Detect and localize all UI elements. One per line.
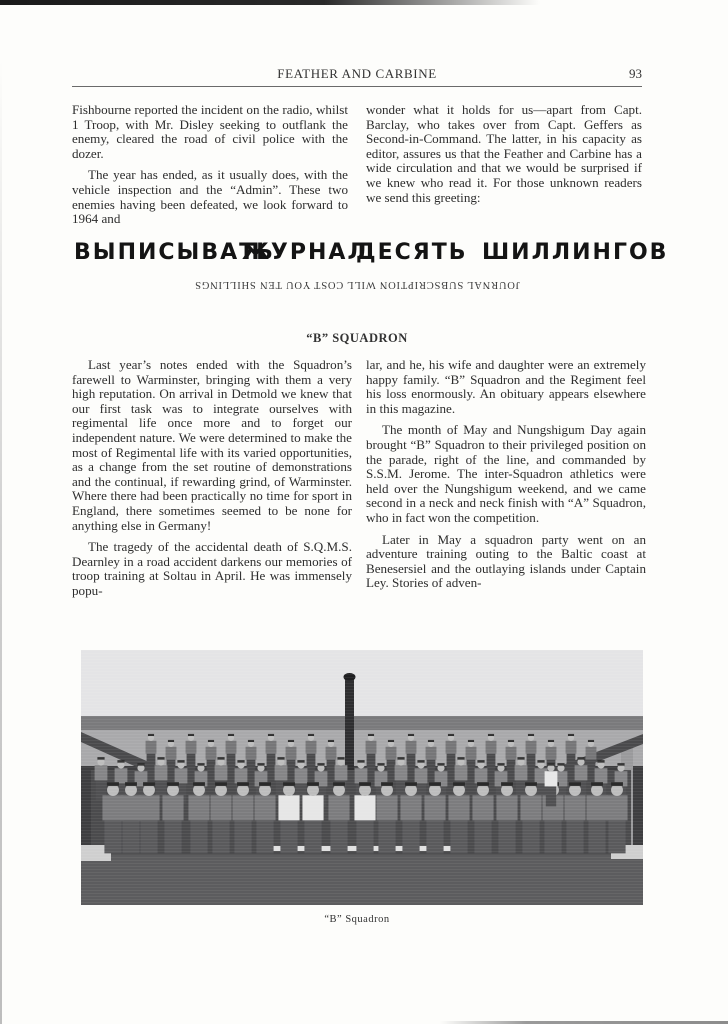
top-right-column xyxy=(366,103,642,212)
cyrillic-word: ВЫПИСЫВАТЬ xyxy=(74,240,275,265)
cyrillic-word: ЖУРНАЛ xyxy=(242,240,368,265)
paragraph: lar, and he, his wife and daughter were an extremely happy family. “B” Squadron and the Regiment feel his loss enormously. An obituary appears elsewhere in this magazine. xyxy=(366,357,646,416)
page-number: 93 xyxy=(629,66,642,81)
photo-illustration xyxy=(81,650,643,905)
scan-edge-top xyxy=(0,0,540,5)
photo-caption: “B” Squadron xyxy=(324,914,390,925)
cyrillic-word: ДЕСЯТЬ xyxy=(356,240,468,265)
scan-texture xyxy=(81,650,643,905)
scan-edge-left xyxy=(0,60,2,1024)
paragraph: The year has ended, as it usually does, with the vehicle inspection and the “Admin”. These two enemies having been defeated, we look forward to 1964 and xyxy=(72,167,348,227)
upside-down-translation: JOURNAL SUBSCRIPTION WILL COST YOU TEN SHILLINGS xyxy=(194,279,520,290)
paragraph: The month of May and Nungshigum Day again brought “B” Squadron to their privileged position on the parade, right of the line, and commanded by S.S.M. Jerome. The inter-Squadron athletics were held over the Nungshigum weekend, and we came second in a neck and neck finish with “A” Squadron, who in fact won the competition. xyxy=(366,422,646,525)
paragraph: Fishbourne reported the incident on the radio, whilst 1 Troop, with Mr. Disley seeking to outflank the enemy, cleared the road of civil police with the dozer. xyxy=(72,102,348,161)
squadron-group-photo xyxy=(81,650,643,905)
section-heading: “B” SQUADRON xyxy=(306,331,408,346)
handwritten-cyrillic-greeting xyxy=(74,240,669,270)
top-left-column xyxy=(72,103,348,234)
paragraph: Last year’s notes ended with the Squadron’s farewell to Warminster, bringing with them a very high reputation. On arrival in Detmold we knew that our first task was to integrate ourselves with regimental life once more and to forget our independent nature. We were determined to make the most of Regimental life with its varied opportunities, as a change from the set routine of demonstrations and the continual, if rewarding grind, of Warminster. Where there had been practically no time for sport in England, there sometimes seemed to be none for anything else in Germany! xyxy=(72,357,352,533)
paragraph: wonder what it holds for us—apart from Capt. Barclay, who takes over from Capt. Geffers as Second-in-Command. The latter, in his capacity as editor, assures us that the Feather and Carbine has a wide circulation and that we would be surprised if we knew who read it. For those unknown readers we send this greeting: xyxy=(366,102,642,205)
running-head xyxy=(72,66,642,87)
b-squadron-left-column xyxy=(72,358,352,606)
paragraph: The tragedy of the accidental death of S.Q.M.S. Dearnley in a road accident darkens our memories of troop training at Soltau in April. He was immensely popu- xyxy=(72,539,352,598)
cyrillic-word: ШИЛЛИНГОВ xyxy=(482,240,669,265)
b-squadron-right-column xyxy=(366,358,646,598)
running-title: FEATHER AND CARBINE xyxy=(277,66,437,81)
paragraph: Later in May a squadron party went on an adventure training outing to the Baltic coast at Benesersiel and the outlaying islands under Captain Ley. Stories of adven- xyxy=(366,531,646,591)
